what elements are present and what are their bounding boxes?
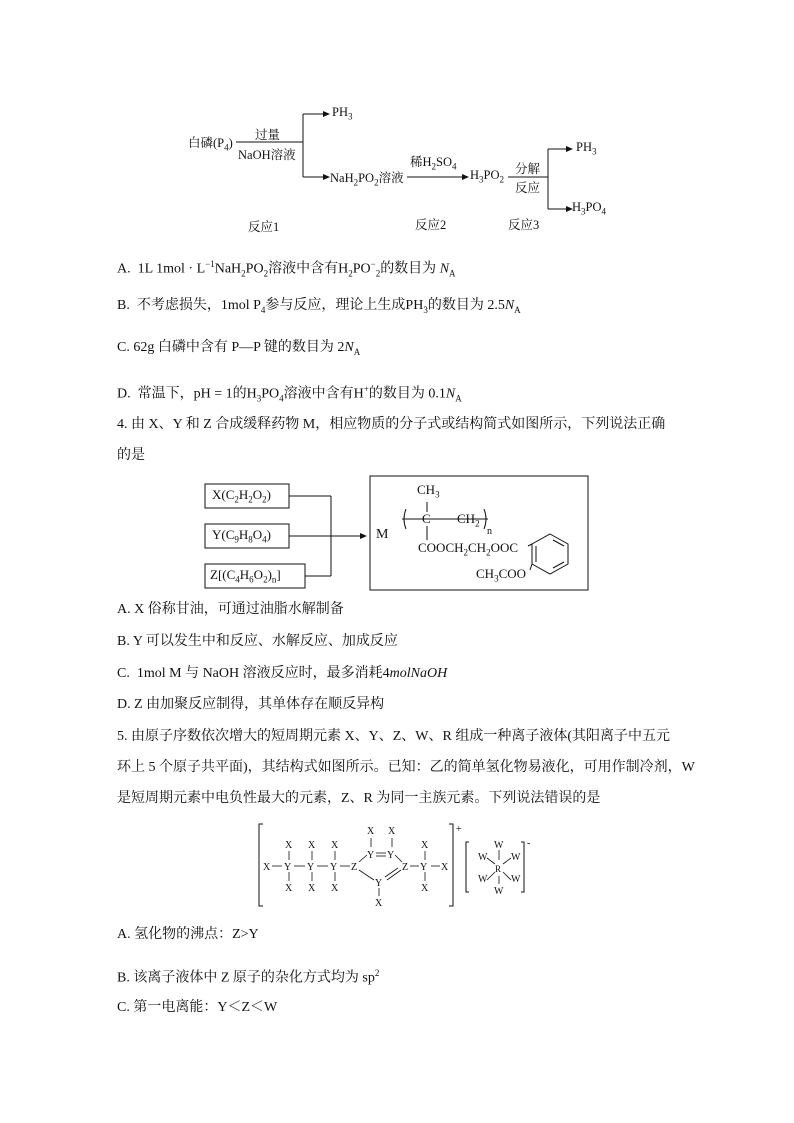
m-ch2 [457, 511, 480, 529]
q3-d-s2: 4 [279, 393, 284, 404]
a-w3: W [511, 852, 521, 863]
reactant-white-phosphorus [188, 133, 233, 153]
a-r: R [495, 864, 502, 874]
reactant-end: ) [228, 136, 233, 150]
q5-option-a: A. 氢化物的沸点：Z>Y [117, 927, 259, 942]
m-ch2-text: CH [457, 511, 476, 526]
q3-b-t1: 不考虑损失，1mol P [136, 298, 261, 313]
q3-a-t1: 1L 1mol · L [137, 261, 206, 277]
q3-option-b [117, 296, 521, 320]
q3-a-s4: 2 [375, 268, 381, 279]
label-reaction-3: 反应3 [508, 218, 540, 232]
scheme-arrows [180, 95, 620, 235]
prod3b-d: 4 [601, 206, 607, 217]
q3-a-label: A. [117, 261, 131, 277]
box-x: $X(C_2H_2O_2)$ [212, 487, 272, 505]
cond1-bottom: NaOH溶液 [238, 148, 296, 162]
c-x7: X [331, 883, 339, 894]
q4-c-text: 1mol M 与 NaOH 溶液反应时，最多消耗 [136, 666, 383, 681]
m-ester-s2: 2 [486, 547, 491, 558]
a-w5: W [511, 874, 521, 885]
m-acetyl [476, 566, 526, 584]
q5-stem-line2: 环上 5 个原子共平面)，其结构式如图所示。已知：乙的简单氢化物易液化，可用作制冷剂，W [117, 760, 695, 775]
q3-option-d [117, 379, 462, 408]
q3-d-na: N [445, 386, 456, 402]
y-s3: 4 [262, 534, 267, 545]
q4-stem-line2: 的是 [117, 448, 145, 463]
y-text: Y(C [212, 527, 235, 542]
c-y2: Y [307, 862, 315, 873]
m-ester2: CH [468, 540, 487, 555]
c-z2: Z [402, 862, 409, 873]
product-ph3-1 [332, 105, 352, 122]
q4-c-num: 4 [382, 666, 390, 681]
z-n: n [271, 574, 277, 585]
inter-a: NaH [330, 171, 354, 185]
c-x9: X [388, 826, 396, 837]
q3-d-t4: 的数目为 [368, 386, 425, 402]
prod3a-text: PH [576, 140, 592, 154]
q3-c-num: 2 [337, 340, 345, 355]
c-y1: Y [284, 862, 292, 873]
m-c: C [422, 511, 431, 526]
c-x12: X [421, 883, 429, 894]
c-x10: X [375, 898, 383, 909]
q3-a-na-sub: A [449, 268, 456, 279]
c-y3: Y [330, 862, 338, 873]
a-w6: W [494, 886, 504, 897]
x-text: X(C [212, 487, 235, 502]
c-x11: X [421, 840, 429, 851]
box-y: $Y(C_9H_8O_4)$ [212, 527, 272, 545]
inter-c: PO [358, 171, 375, 185]
m-n: n [487, 526, 492, 537]
reactant-sub: 4 [224, 142, 229, 153]
m-acetyl1: CH [476, 566, 495, 581]
a-w4: W [478, 874, 488, 885]
q4-c-unit: molNaOH [389, 666, 448, 681]
anion-charge: - [527, 838, 531, 849]
q3-a-sup: −1 [205, 259, 215, 269]
q3-b-num: 2.5 [487, 298, 505, 313]
c-x8: X [367, 826, 375, 837]
c-y5: Y [387, 850, 395, 861]
c-x4: X [308, 840, 316, 851]
q3-d-na-sub: A [455, 393, 462, 404]
product-h3po4 [572, 200, 606, 217]
q5-option-b [117, 963, 379, 989]
c-z1: Z [351, 862, 358, 873]
q3-c-na: N [344, 340, 354, 355]
q5-b-sup: 2 [374, 968, 380, 978]
c-x6: X [331, 840, 339, 851]
q3-d-label: D. [117, 386, 131, 402]
cond3-top: 分解 [515, 162, 541, 176]
acid-c: PO [483, 168, 500, 182]
cond2-a: 稀H [410, 155, 432, 169]
c-x13: X [441, 862, 449, 873]
q3-b-na-sub: A [514, 304, 521, 315]
m-acetyl2: COO [498, 566, 527, 581]
prod3a-sub: 3 [591, 146, 597, 157]
q5-option-c: C. 第一电离能：Y＜Z＜W [117, 1000, 278, 1015]
label-reaction-1: 反应1 [248, 220, 280, 234]
reaction-scheme [180, 95, 620, 235]
q5-stem-line3: 是短周期元素中电负性最大的元素，Z、R 为同一主族元素。下列说法错误的是 [117, 791, 601, 806]
q3-a-t4: 溶液中含有H [268, 261, 349, 277]
c-x1: X [263, 862, 271, 873]
z-s1: 4 [235, 574, 240, 585]
intermediate-nah2po2 [330, 168, 404, 188]
cond2-b: 2 [431, 161, 437, 172]
q3-a-s3: 2 [348, 268, 353, 279]
q3-c-label: C. [117, 340, 130, 355]
q3-b-s1: 4 [260, 304, 266, 315]
q3-b-na: N [504, 298, 515, 313]
m-ester3: OOC [490, 540, 519, 555]
c-y7: Y [420, 862, 428, 873]
q3-option-c [117, 338, 360, 362]
m-ch3 [417, 482, 440, 500]
q3-a-t2: NaH [214, 261, 242, 277]
cond1-top: 过量 [255, 128, 281, 142]
m-ester [418, 540, 518, 558]
q3-d-t2: PO [261, 386, 280, 402]
c-x2: X [285, 840, 293, 851]
q3-c-t1: 62g 白磷中含有 P—P 键的数目为 [133, 340, 334, 355]
q3-d-s1: 3 [256, 393, 262, 404]
q3-a-t5: PO [352, 261, 371, 277]
c-y6: Y [375, 878, 383, 889]
c-y4: Y [367, 850, 375, 861]
q3-a-sup2: − [370, 259, 376, 269]
q4-option-d: D. Z 由加聚反应制得，其单体存在顺反异构 [117, 697, 385, 712]
x-s2: 2 [248, 494, 253, 505]
acid-d: 2 [499, 174, 505, 185]
q3-a-s1: 2 [241, 268, 246, 279]
m-acetyl-s: 3 [494, 573, 499, 584]
inter-d: 2 [374, 177, 379, 188]
acid-b: 3 [479, 174, 484, 185]
q5-b-text: B. 该离子液体中 Z 原子的杂化方式均为 sp [117, 970, 375, 986]
q4-stem-line1: 4. 由 X、Y 和 Z 合成缓释药物 M，相应物质的分子式或结构简式如图所示，下列说法正确 [117, 417, 666, 432]
cond3-bottom: 反应 [515, 181, 541, 195]
cond2-c: SO [436, 155, 453, 169]
q3-b-label: B. [117, 298, 130, 313]
q3-c-na-sub: A [353, 346, 361, 357]
q3-b-t2: 参与反应，理论上生成PH [265, 298, 424, 313]
a-w2: W [478, 852, 488, 863]
z-s2: 2 [263, 574, 268, 585]
acid-a: H [470, 168, 480, 182]
reactant-text: 白磷(P [188, 136, 225, 150]
c-x3: X [285, 883, 293, 894]
q3-d-t1: 常温下，pH = 1的H [137, 386, 257, 402]
m-ch3-sub: 3 [435, 489, 440, 500]
m-ester1: COOCH [418, 540, 464, 555]
q3-a-t3: PO [245, 261, 264, 277]
q4-option-c [117, 664, 447, 684]
q5-structure-svg [255, 820, 540, 912]
prod1-text: PH [332, 105, 348, 119]
prod3b-a: H [572, 200, 582, 214]
q3-d-t3: 溶液中含有H [283, 386, 364, 402]
q5-ionic-liquid-structure [255, 820, 540, 912]
q3-d-sup: + [363, 384, 369, 394]
inter-e: 溶液 [378, 171, 404, 185]
q3-a-na: N [439, 261, 450, 277]
m-ch2-sub: 2 [475, 518, 480, 529]
prod3b-b: 3 [581, 206, 586, 217]
q3-d-num: 0.1 [428, 386, 446, 402]
x-s1: 2 [234, 494, 239, 505]
label-m: M [376, 527, 389, 542]
q3-a-t6: 的数目为 [380, 261, 437, 277]
prod1-sub: 3 [347, 111, 353, 122]
q4-option-a: A. X 俗称甘油，可通过油脂水解制备 [117, 602, 344, 617]
q3-a-s2: 2 [263, 268, 269, 279]
z-text: Z[(C [210, 567, 236, 582]
cation-charge: + [456, 824, 462, 835]
q4-c-label: C. [117, 666, 130, 681]
c-x5: X [308, 883, 316, 894]
x-s3: 2 [262, 494, 267, 505]
m-ester-s1: 2 [463, 547, 469, 558]
label-reaction-2: 反应2 [415, 218, 447, 232]
q3-b-s2: 3 [423, 304, 428, 315]
q3-b-t3: 的数目为 [427, 298, 484, 313]
a-w1: W [494, 840, 504, 851]
q4-option-b: B. Y 可以发生中和反应、水解反应、加成反应 [117, 634, 398, 649]
m-ch3-text: CH [417, 482, 436, 497]
q3-option-a [117, 254, 456, 283]
box-z: $Z[(C_4H_6O_2)_n]$ [210, 567, 281, 585]
prod3b-c: PO [585, 200, 602, 214]
product-ph3-3 [576, 140, 596, 157]
inter-b: 2 [353, 177, 359, 188]
q5-stem-line1: 5. 由原子序数依次增大的短周期元素 X、Y、Z、W、R 组成一种离子液体(其阳离子中五元 [117, 729, 670, 744]
cond2 [410, 152, 457, 172]
cond2-d: 4 [452, 161, 457, 172]
acid-h3po2 [470, 168, 504, 185]
q4-figure [200, 474, 592, 594]
